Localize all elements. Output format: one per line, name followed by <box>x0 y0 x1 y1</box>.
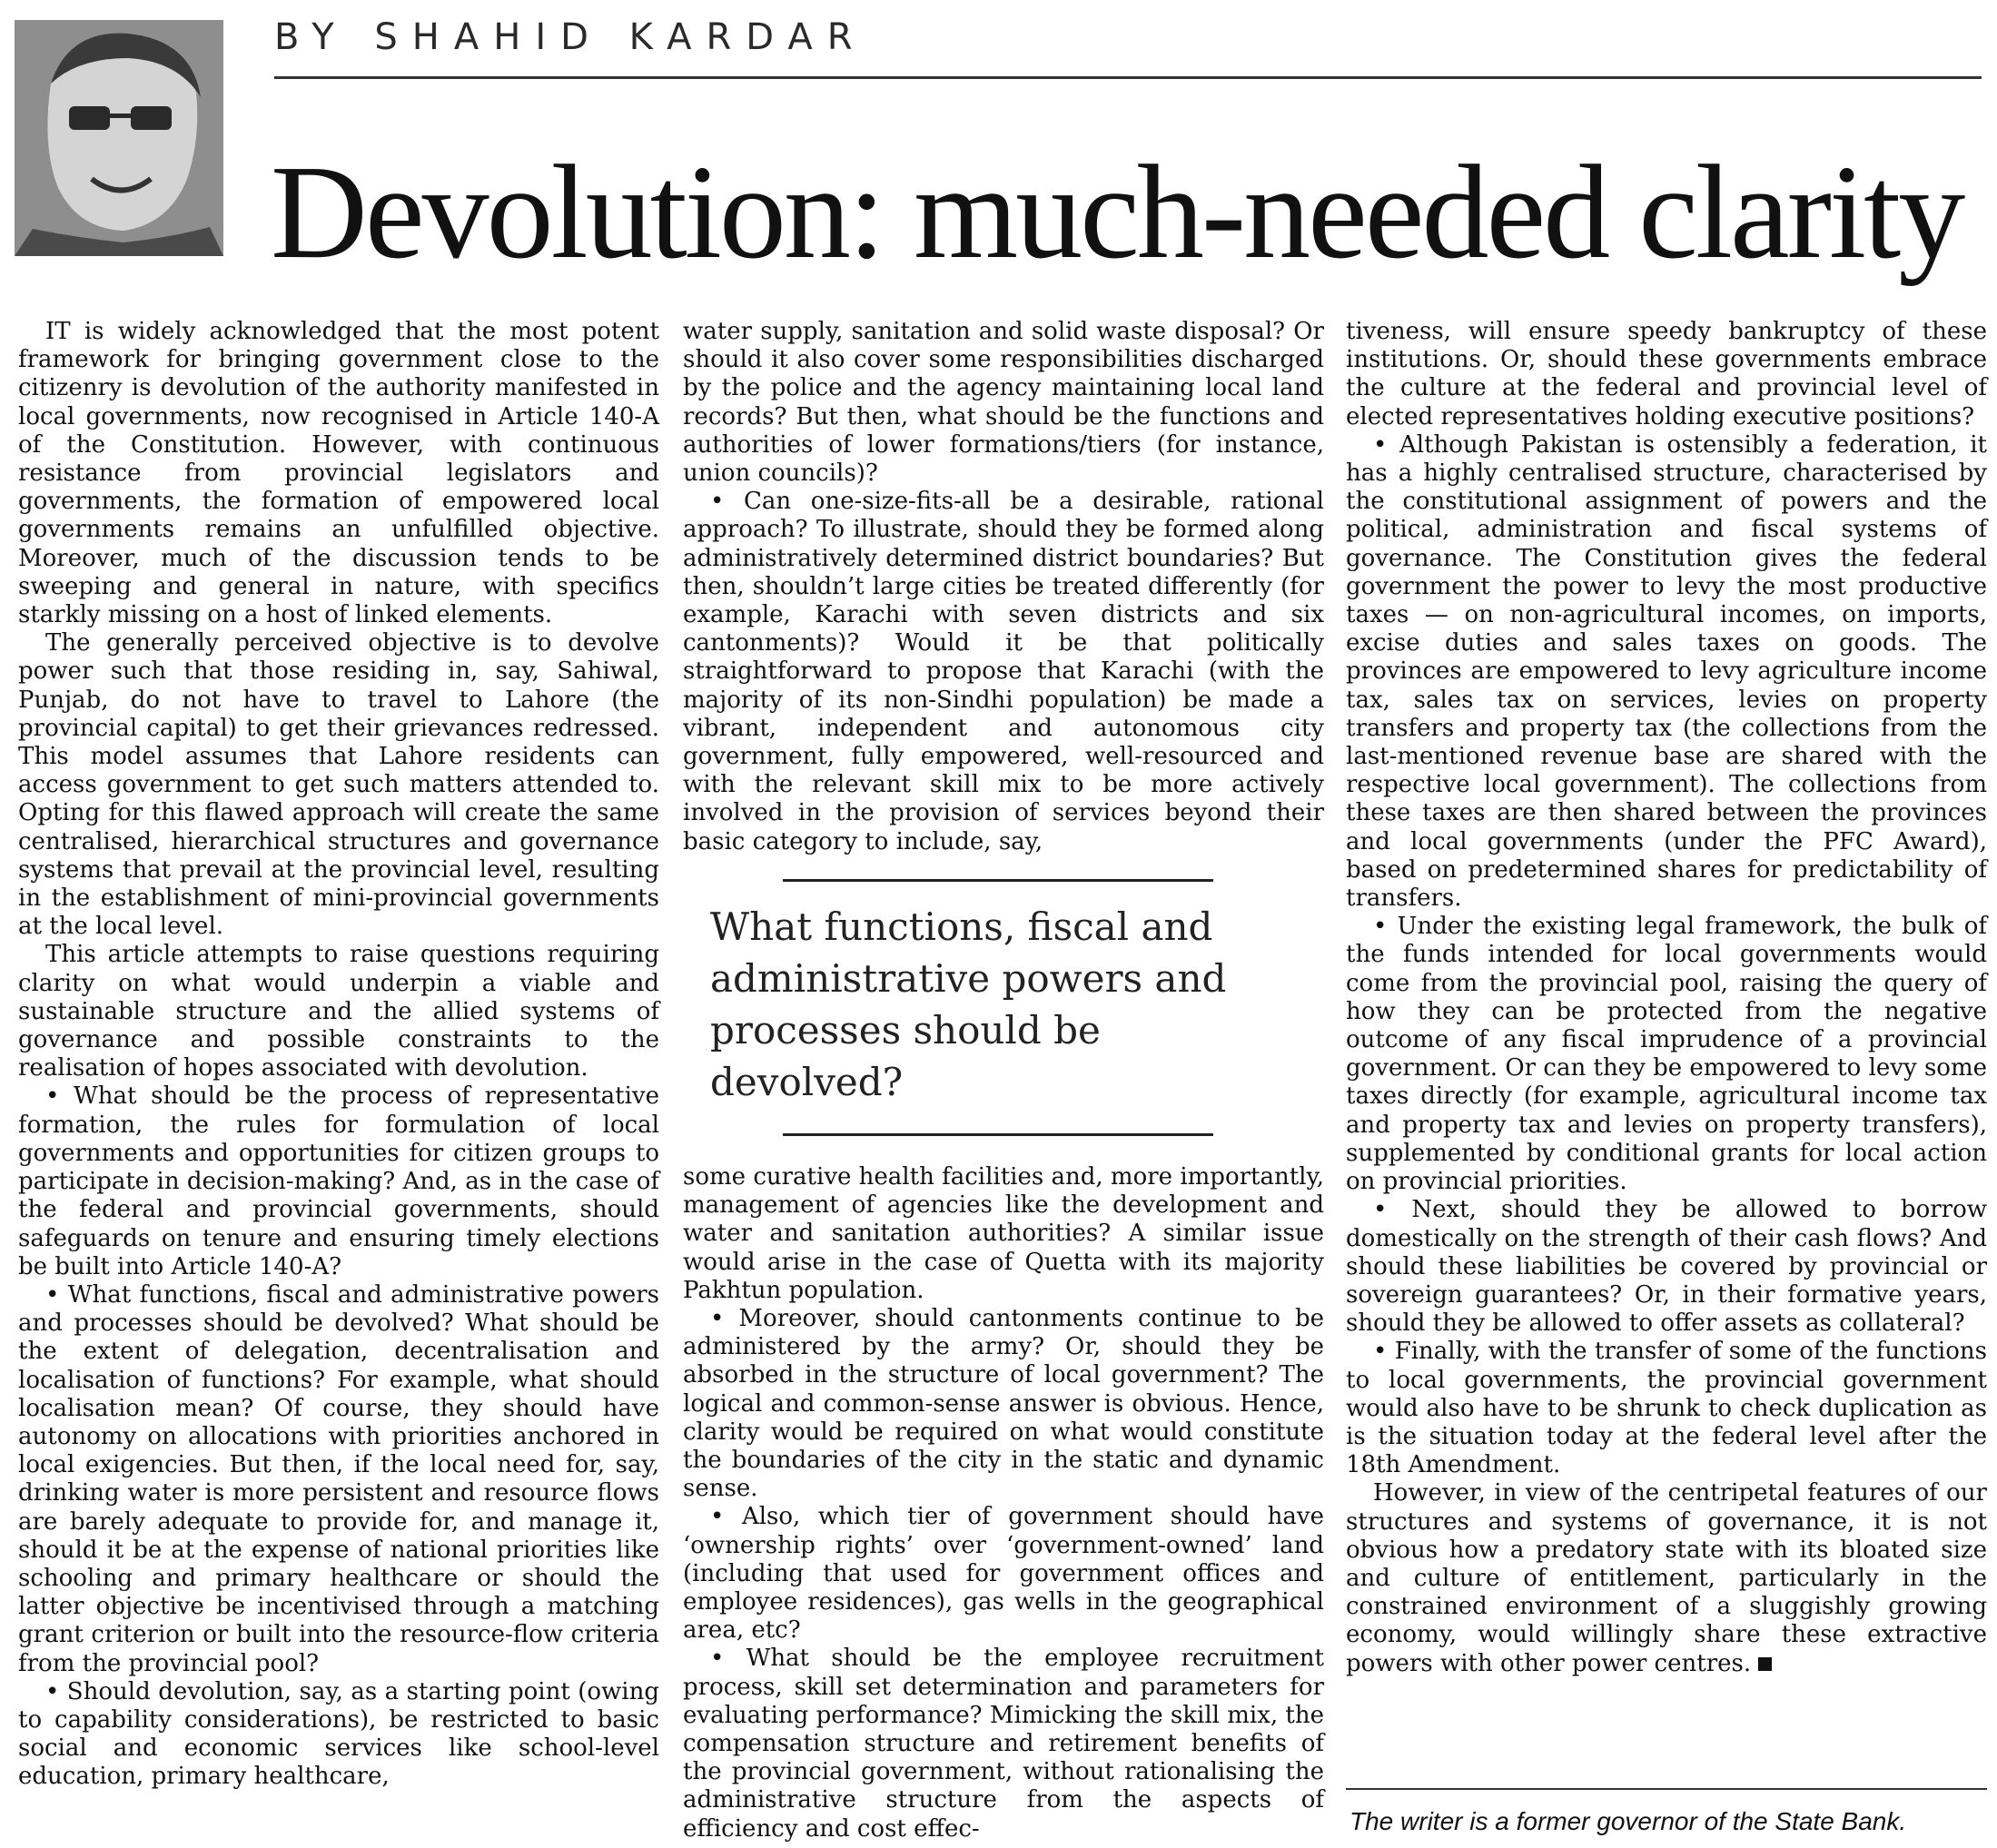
author-portrait <box>15 20 223 256</box>
bullet-paragraph: • Under the existing legal framework, the bulk of the funds intended for local governments would come from the provincial pool, raising the query of how they can be protected from the negative outcome of any fiscal imprudence of a provincial government. Or can they be empowered to levy some taxes directly (for example, agricultural income tax and property tax and levies on property transfers), supplemented by conditional grants for local action on provincial priorities. <box>1346 913 1987 1196</box>
headline: Devolution: much-needed clarity <box>271 138 1963 287</box>
byline: BY SHAHID KARDAR <box>274 16 867 58</box>
bullet-paragraph: • Although Pakistan is ostensibly a federation, it has a highly centralised structure, characterised by the constitutional assignment of powers and the political, administration and fiscal systems of governance. The Constitution gives the federal government the power to levy the most productive taxes — on non-agricultural incomes, on imports, excise duties and sales taxes on goods. The provinces are empowered to levy agriculture income tax, sales tax on services, levies on property transfers and property tax (the collections from the last-mentioned revenue base are shared with the respective local government). The collections from these taxes are then shared between the provinces and local governments (under the PFC Award), based on predetermined shares for predictability of transfers. <box>1346 430 1987 913</box>
paragraph: some curative health facilities and, more importantly, management of agencies like the development and water and sanitation authorities? A similar issue would arise in the case of Quetta with its majority Pakhtun population. <box>683 1163 1324 1304</box>
end-mark-icon <box>1758 1657 1772 1671</box>
paragraph <box>1346 1479 1987 1677</box>
paragraph: IT is widely acknowledged that the most potent framework for bringing government close to the citizenry is devolution of the authority manifested in local governments, now recognised in Article 140-A of the Constitution. However, with continuous resistance from provincial legislators and governments, the formation of empowered local governments remains an unfulfilled objective. Moreover, much of the discussion tends to be sweeping and general in nature, with specifics starkly missing on a host of linked elements. <box>18 318 659 629</box>
author-footnote: The writer is a former governor of the State Bank. <box>1349 1807 1907 1835</box>
bullet-paragraph: • What should be the employee recruitment process, skill set determination and parameters for evaluating performance? Mimicking the skill mix, the compensation structure and retirement benefits of the provincial government, without rationalising the administrative structure from the aspects of efficiency and cost effec- <box>683 1645 1324 1843</box>
column-3 <box>1346 318 1987 1678</box>
bullet-paragraph: • Finally, with the transfer of some of the functions to local governments, the provincial government would also have to be shrunk to check duplication as is the situation today at the federal level after the 18th Amendment. <box>1346 1338 1987 1479</box>
column-1 <box>18 318 659 1792</box>
bullet-paragraph: • What should be the process of representative formation, the rules for formulation of local governments and opportunities for citizen groups to participate in decision-making? And, as in the case of the federal and provincial governments, should safeguards on tenure and ensuring timely elections be built into Article 140-A? <box>18 1082 659 1280</box>
pullquote-rule-bottom <box>783 1133 1213 1136</box>
bullet-paragraph: • What functions, fiscal and administrative powers and processes should be devolved? What should be the extent of delegation, decentralisation and localisation of functions? For example, what should localisation mean? Of course, they should have autonomy on allocations with priorities anchored in local exigencies. But then, if the local need for, say, drinking water is more persistent and resource flows are barely adequate to provide for, and manage it, should it be at the expense of national priorities like schooling and primary healthcare or should the latter objective be incentivised through a matching grant criterion or built into the resource-flow criteria from the provincial pool? <box>18 1280 659 1677</box>
bullet-paragraph: • Also, which tier of government should have ‘ownership rights’ over ‘government-owned’ land (including that used for government offices and employee residences), gas wells in the geographical area, etc? <box>683 1503 1324 1645</box>
closing-paragraph-text: However, in view of the centripetal features of our structures and systems of governance, it is not obvious how a predatory state with its bloated size and culture of entitlement, particularly in the constrained environment of a sluggishly growing economy, would willingly share these extractive powers with other power centres. <box>1346 1479 1987 1677</box>
pullquote: What functions, fiscal and administrative powers and processes should be devolved? <box>710 904 1227 1104</box>
bullet-paragraph: • Moreover, should cantonments continue to be administered by the army? Or, should they be absorbed in the structure of local government? The logical and common-sense answer is obvious. Hence, clarity would be required on what would constitute the boundaries of the city in the static and dynamic sense. <box>683 1305 1324 1503</box>
pullquote-rule-top <box>783 879 1213 882</box>
paragraph: This article attempts to raise questions requiring clarity on what would underpin a viable and sustainable structure and the allied systems of governance and possible constraints to the realisation of hopes associated with devolution. <box>18 941 659 1082</box>
paragraph: The generally perceived objective is to devolve power such that those residing in, say, Sahiwal, Punjab, do not have to travel to Lahore (the provincial capital) to get their grievances redressed. This model assumes that Lahore residents can access government to get such matters attended to. Opting for this flawed approach will create the same centralised, hierarchical structures and governance systems that prevail at the provincial level, resulting in the establishment of mini-provincial governments at the local level. <box>18 629 659 941</box>
bullet-paragraph: • Can one-size-fits-all be a desirable, rational approach? To illustrate, should they be formed along administratively determined district boundaries? But then, shouldn’t large cities be treated differently (for example, Karachi with seven districts and six cantonments)? Would it be that politically straightforward to propose that Karachi (with the majority of its non-Sindhi population) be made a vibrant, independent and autonomous city government, fully empowered, well-resourced and with the relevant skill mix to be more actively involved in the provision of services beyond their basic category to include, say, <box>683 488 1324 855</box>
paragraph: water supply, sanitation and solid waste disposal? Or should it also cover some responsibilities discharged by the police and the agency maintaining local land records? But then, what should be the functions and authorities of lower formations/tiers (for instance, union councils)? <box>683 318 1324 488</box>
bullet-paragraph: • Should devolution, say, as a starting point (owing to capability considerations), be restricted to basic social and economic services like school-level education, primary healthcare, <box>18 1677 659 1791</box>
bullet-paragraph: • Next, should they be allowed to borrow domestically on the strength of their cash flows? And should these liabilities be covered by provincial or sovereign guarantees? Or, in their formative years, should they be allowed to offer assets as collateral? <box>1346 1196 1987 1338</box>
paragraph: tiveness, will ensure speedy bankruptcy of these institutions. Or, should these governments embrace the culture at the federal and provincial level of elected representatives holding executive positions? <box>1346 318 1987 430</box>
footnote-rule <box>1346 1788 1987 1790</box>
column-2-top <box>683 318 1324 856</box>
top-rule <box>274 76 1982 79</box>
column-2-bottom <box>683 1163 1324 1843</box>
